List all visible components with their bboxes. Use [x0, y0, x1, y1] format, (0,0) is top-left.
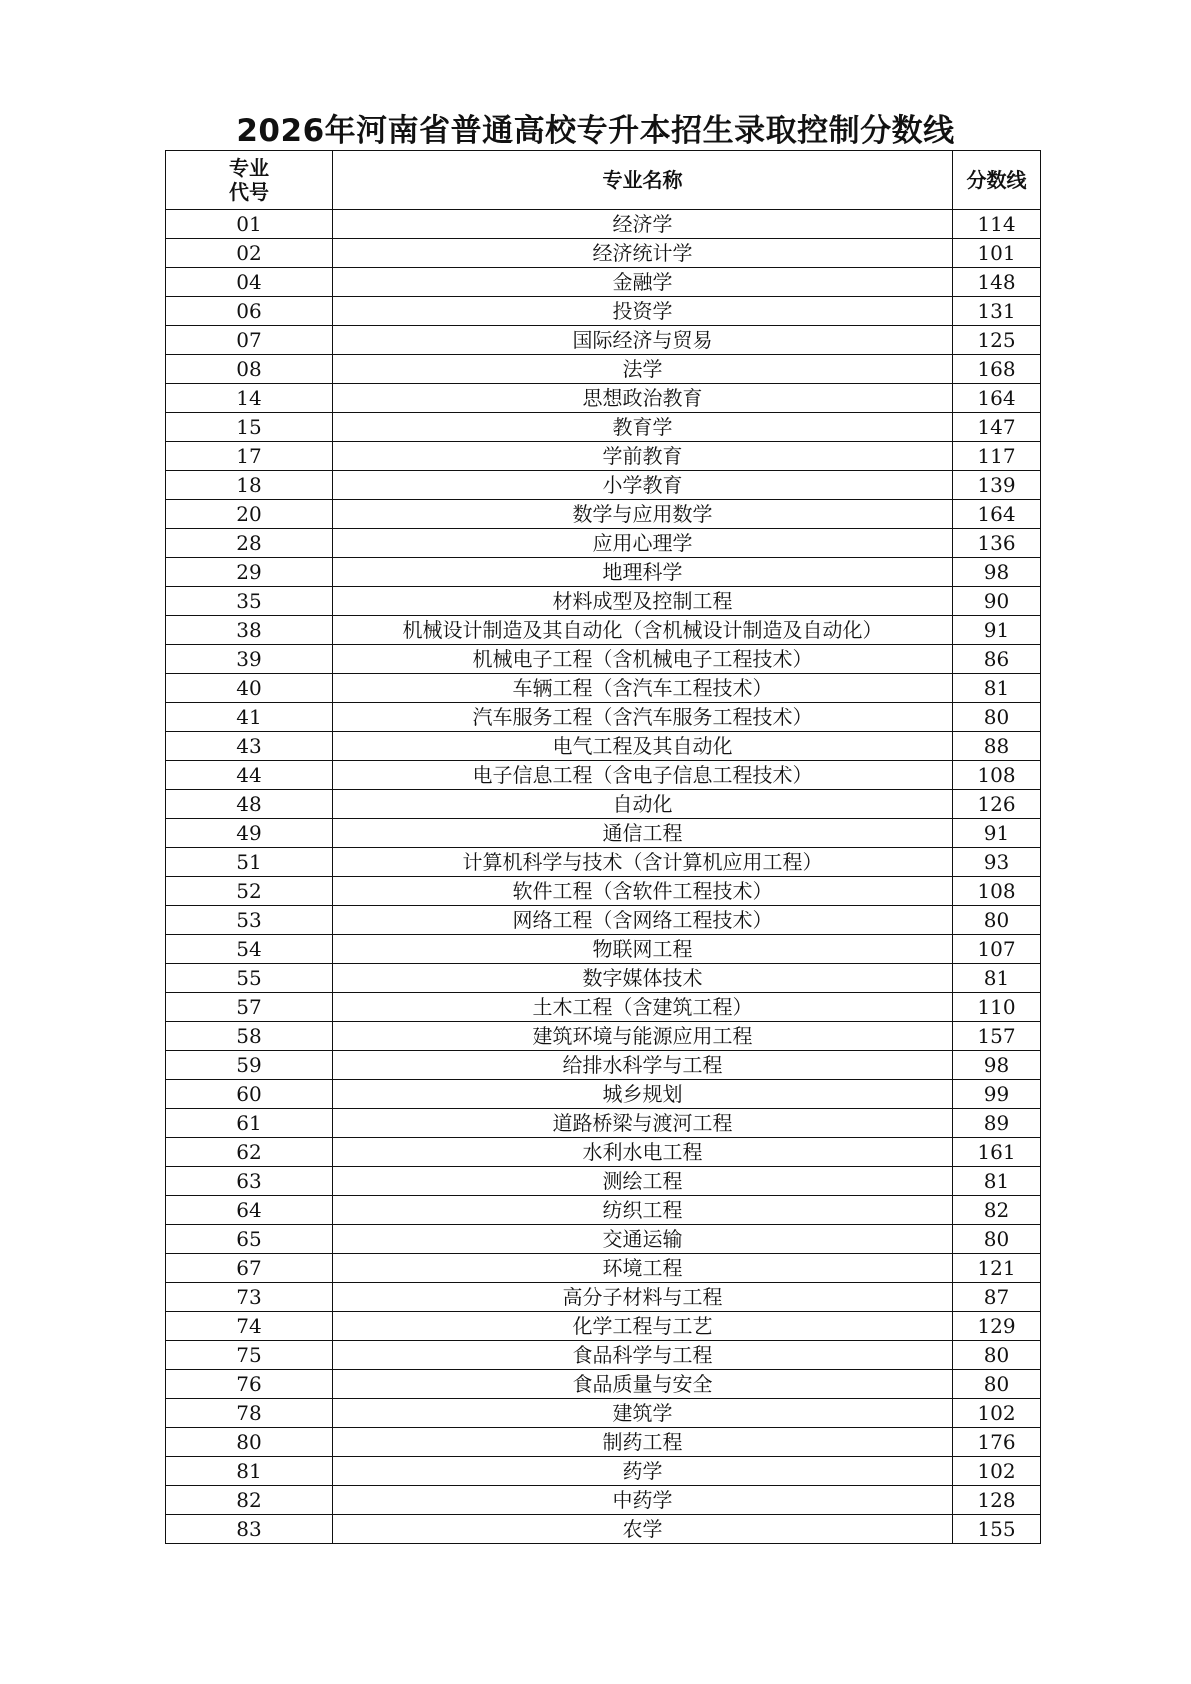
cell-code: 38	[166, 616, 333, 645]
cell-code: 44	[166, 761, 333, 790]
cell-score: 80	[953, 1341, 1041, 1370]
cell-code: 73	[166, 1283, 333, 1312]
cell-code: 48	[166, 790, 333, 819]
cell-name: 计算机科学与技术（含计算机应用工程）	[333, 848, 953, 877]
cell-name: 投资学	[333, 297, 953, 326]
cell-score: 86	[953, 645, 1041, 674]
cell-name: 经济学	[333, 210, 953, 239]
cell-code: 20	[166, 500, 333, 529]
cell-score: 82	[953, 1196, 1041, 1225]
cell-code: 81	[166, 1457, 333, 1486]
table-row	[166, 877, 1041, 906]
table-row	[166, 558, 1041, 587]
table-row	[166, 761, 1041, 790]
cell-score: 91	[953, 819, 1041, 848]
cell-code: 08	[166, 355, 333, 384]
cell-name: 汽车服务工程（含汽车服务工程技术）	[333, 703, 953, 732]
cell-score: 164	[953, 384, 1041, 413]
cell-code: 01	[166, 210, 333, 239]
cell-code: 39	[166, 645, 333, 674]
cell-code: 04	[166, 268, 333, 297]
cell-name: 数学与应用数学	[333, 500, 953, 529]
cell-name: 水利水电工程	[333, 1138, 953, 1167]
cell-name: 给排水科学与工程	[333, 1051, 953, 1080]
table-row	[166, 1399, 1041, 1428]
cell-name: 物联网工程	[333, 935, 953, 964]
cell-name: 制药工程	[333, 1428, 953, 1457]
cell-name: 金融学	[333, 268, 953, 297]
header-code-line2: 代号	[229, 180, 269, 204]
cell-code: 61	[166, 1109, 333, 1138]
table-row	[166, 384, 1041, 413]
cell-code: 43	[166, 732, 333, 761]
table-row	[166, 848, 1041, 877]
score-table	[165, 150, 1041, 1544]
cell-code: 49	[166, 819, 333, 848]
cell-score: 98	[953, 558, 1041, 587]
cell-name: 农学	[333, 1515, 953, 1544]
cell-code: 67	[166, 1254, 333, 1283]
cell-score: 157	[953, 1022, 1041, 1051]
cell-code: 14	[166, 384, 333, 413]
table-row	[166, 964, 1041, 993]
cell-score: 89	[953, 1109, 1041, 1138]
cell-name: 机械设计制造及其自动化（含机械设计制造及自动化）	[333, 616, 953, 645]
cell-code: 83	[166, 1515, 333, 1544]
cell-name: 电气工程及其自动化	[333, 732, 953, 761]
cell-code: 18	[166, 471, 333, 500]
table-row	[166, 1457, 1041, 1486]
table-body	[166, 210, 1041, 1544]
cell-name: 中药学	[333, 1486, 953, 1515]
table-row	[166, 1515, 1041, 1544]
cell-score: 117	[953, 442, 1041, 471]
cell-score: 108	[953, 877, 1041, 906]
cell-code: 41	[166, 703, 333, 732]
cell-name: 通信工程	[333, 819, 953, 848]
table-row	[166, 1138, 1041, 1167]
cell-name: 城乡规划	[333, 1080, 953, 1109]
cell-name: 法学	[333, 355, 953, 384]
cell-score: 102	[953, 1457, 1041, 1486]
cell-code: 02	[166, 239, 333, 268]
cell-score: 155	[953, 1515, 1041, 1544]
cell-code: 54	[166, 935, 333, 964]
table-row	[166, 1428, 1041, 1457]
cell-score: 91	[953, 616, 1041, 645]
page-title: 2026年河南省普通高校专升本招生录取控制分数线	[236, 113, 955, 149]
table-row	[166, 1370, 1041, 1399]
cell-name: 学前教育	[333, 442, 953, 471]
cell-code: 15	[166, 413, 333, 442]
table-row	[166, 732, 1041, 761]
cell-score: 93	[953, 848, 1041, 877]
cell-score: 102	[953, 1399, 1041, 1428]
cell-code: 76	[166, 1370, 333, 1399]
cell-name: 应用心理学	[333, 529, 953, 558]
table-row	[166, 1312, 1041, 1341]
cell-score: 98	[953, 1051, 1041, 1080]
cell-score: 148	[953, 268, 1041, 297]
cell-score: 110	[953, 993, 1041, 1022]
cell-name: 思想政治教育	[333, 384, 953, 413]
cell-code: 62	[166, 1138, 333, 1167]
cell-code: 59	[166, 1051, 333, 1080]
cell-code: 60	[166, 1080, 333, 1109]
cell-score: 81	[953, 1167, 1041, 1196]
table-row	[166, 1341, 1041, 1370]
cell-score: 90	[953, 587, 1041, 616]
cell-name: 教育学	[333, 413, 953, 442]
cell-code: 58	[166, 1022, 333, 1051]
cell-score: 81	[953, 964, 1041, 993]
cell-code: 65	[166, 1225, 333, 1254]
cell-code: 75	[166, 1341, 333, 1370]
cell-score: 99	[953, 1080, 1041, 1109]
cell-score: 80	[953, 703, 1041, 732]
cell-code: 51	[166, 848, 333, 877]
cell-code: 35	[166, 587, 333, 616]
cell-name: 测绘工程	[333, 1167, 953, 1196]
table-row	[166, 703, 1041, 732]
table-row	[166, 1196, 1041, 1225]
cell-code: 06	[166, 297, 333, 326]
cell-code: 82	[166, 1486, 333, 1515]
cell-code: 57	[166, 993, 333, 1022]
cell-code: 17	[166, 442, 333, 471]
table-row	[166, 1109, 1041, 1138]
table-row	[166, 239, 1041, 268]
cell-score: 128	[953, 1486, 1041, 1515]
cell-code: 74	[166, 1312, 333, 1341]
cell-score: 80	[953, 906, 1041, 935]
table-row	[166, 993, 1041, 1022]
cell-score: 101	[953, 239, 1041, 268]
cell-code: 55	[166, 964, 333, 993]
cell-name: 建筑学	[333, 1399, 953, 1428]
cell-score: 168	[953, 355, 1041, 384]
cell-name: 国际经济与贸易	[333, 326, 953, 355]
cell-name: 材料成型及控制工程	[333, 587, 953, 616]
cell-name: 药学	[333, 1457, 953, 1486]
cell-code: 64	[166, 1196, 333, 1225]
table-row	[166, 1283, 1041, 1312]
cell-score: 131	[953, 297, 1041, 326]
table-row	[166, 413, 1041, 442]
cell-name: 自动化	[333, 790, 953, 819]
cell-code: 28	[166, 529, 333, 558]
cell-score: 126	[953, 790, 1041, 819]
cell-score: 80	[953, 1225, 1041, 1254]
cell-name: 建筑环境与能源应用工程	[333, 1022, 953, 1051]
cell-code: 78	[166, 1399, 333, 1428]
cell-score: 147	[953, 413, 1041, 442]
header-code	[166, 151, 333, 210]
cell-name: 交通运输	[333, 1225, 953, 1254]
cell-name: 道路桥梁与渡河工程	[333, 1109, 953, 1138]
cell-name: 食品质量与安全	[333, 1370, 953, 1399]
cell-score: 125	[953, 326, 1041, 355]
cell-name: 高分子材料与工程	[333, 1283, 953, 1312]
cell-score: 176	[953, 1428, 1041, 1457]
table-row	[166, 442, 1041, 471]
cell-score: 108	[953, 761, 1041, 790]
cell-name: 数字媒体技术	[333, 964, 953, 993]
table-row	[166, 210, 1041, 239]
cell-name: 化学工程与工艺	[333, 1312, 953, 1341]
cell-score: 87	[953, 1283, 1041, 1312]
table-header-row	[166, 151, 1041, 210]
table-row	[166, 500, 1041, 529]
table-row	[166, 674, 1041, 703]
table-row	[166, 935, 1041, 964]
table-row	[166, 268, 1041, 297]
table-row	[166, 906, 1041, 935]
table-row	[166, 1486, 1041, 1515]
cell-name: 纺织工程	[333, 1196, 953, 1225]
cell-score: 80	[953, 1370, 1041, 1399]
table-row	[166, 471, 1041, 500]
cell-name: 软件工程（含软件工程技术）	[333, 877, 953, 906]
cell-code: 29	[166, 558, 333, 587]
cell-name: 网络工程（含网络工程技术）	[333, 906, 953, 935]
table-row	[166, 1225, 1041, 1254]
table-row	[166, 616, 1041, 645]
cell-name: 土木工程（含建筑工程）	[333, 993, 953, 1022]
header-score: 分数线	[953, 151, 1041, 210]
cell-score: 81	[953, 674, 1041, 703]
table-row	[166, 1051, 1041, 1080]
table-row	[166, 1080, 1041, 1109]
table-row	[166, 326, 1041, 355]
cell-score: 164	[953, 500, 1041, 529]
cell-score: 88	[953, 732, 1041, 761]
table-row	[166, 819, 1041, 848]
cell-name: 机械电子工程（含机械电子工程技术）	[333, 645, 953, 674]
table-row	[166, 587, 1041, 616]
cell-code: 52	[166, 877, 333, 906]
table-row	[166, 790, 1041, 819]
cell-code: 40	[166, 674, 333, 703]
cell-code: 07	[166, 326, 333, 355]
cell-name: 小学教育	[333, 471, 953, 500]
cell-name: 食品科学与工程	[333, 1341, 953, 1370]
cell-name: 经济统计学	[333, 239, 953, 268]
table-row	[166, 1254, 1041, 1283]
cell-name: 电子信息工程（含电子信息工程技术）	[333, 761, 953, 790]
cell-score: 107	[953, 935, 1041, 964]
cell-name: 车辆工程（含汽车工程技术）	[333, 674, 953, 703]
cell-score: 136	[953, 529, 1041, 558]
table-row	[166, 297, 1041, 326]
table-row	[166, 1022, 1041, 1051]
cell-score: 121	[953, 1254, 1041, 1283]
table-row	[166, 529, 1041, 558]
cell-code: 53	[166, 906, 333, 935]
table-row	[166, 645, 1041, 674]
cell-score: 139	[953, 471, 1041, 500]
cell-score: 129	[953, 1312, 1041, 1341]
header-code-line1: 专业	[229, 156, 269, 180]
cell-name: 地理科学	[333, 558, 953, 587]
header-name: 专业名称	[333, 151, 953, 210]
cell-name: 环境工程	[333, 1254, 953, 1283]
cell-code: 80	[166, 1428, 333, 1457]
table-row	[166, 355, 1041, 384]
cell-code: 63	[166, 1167, 333, 1196]
table-row	[166, 1167, 1041, 1196]
cell-score: 161	[953, 1138, 1041, 1167]
cell-score: 114	[953, 210, 1041, 239]
